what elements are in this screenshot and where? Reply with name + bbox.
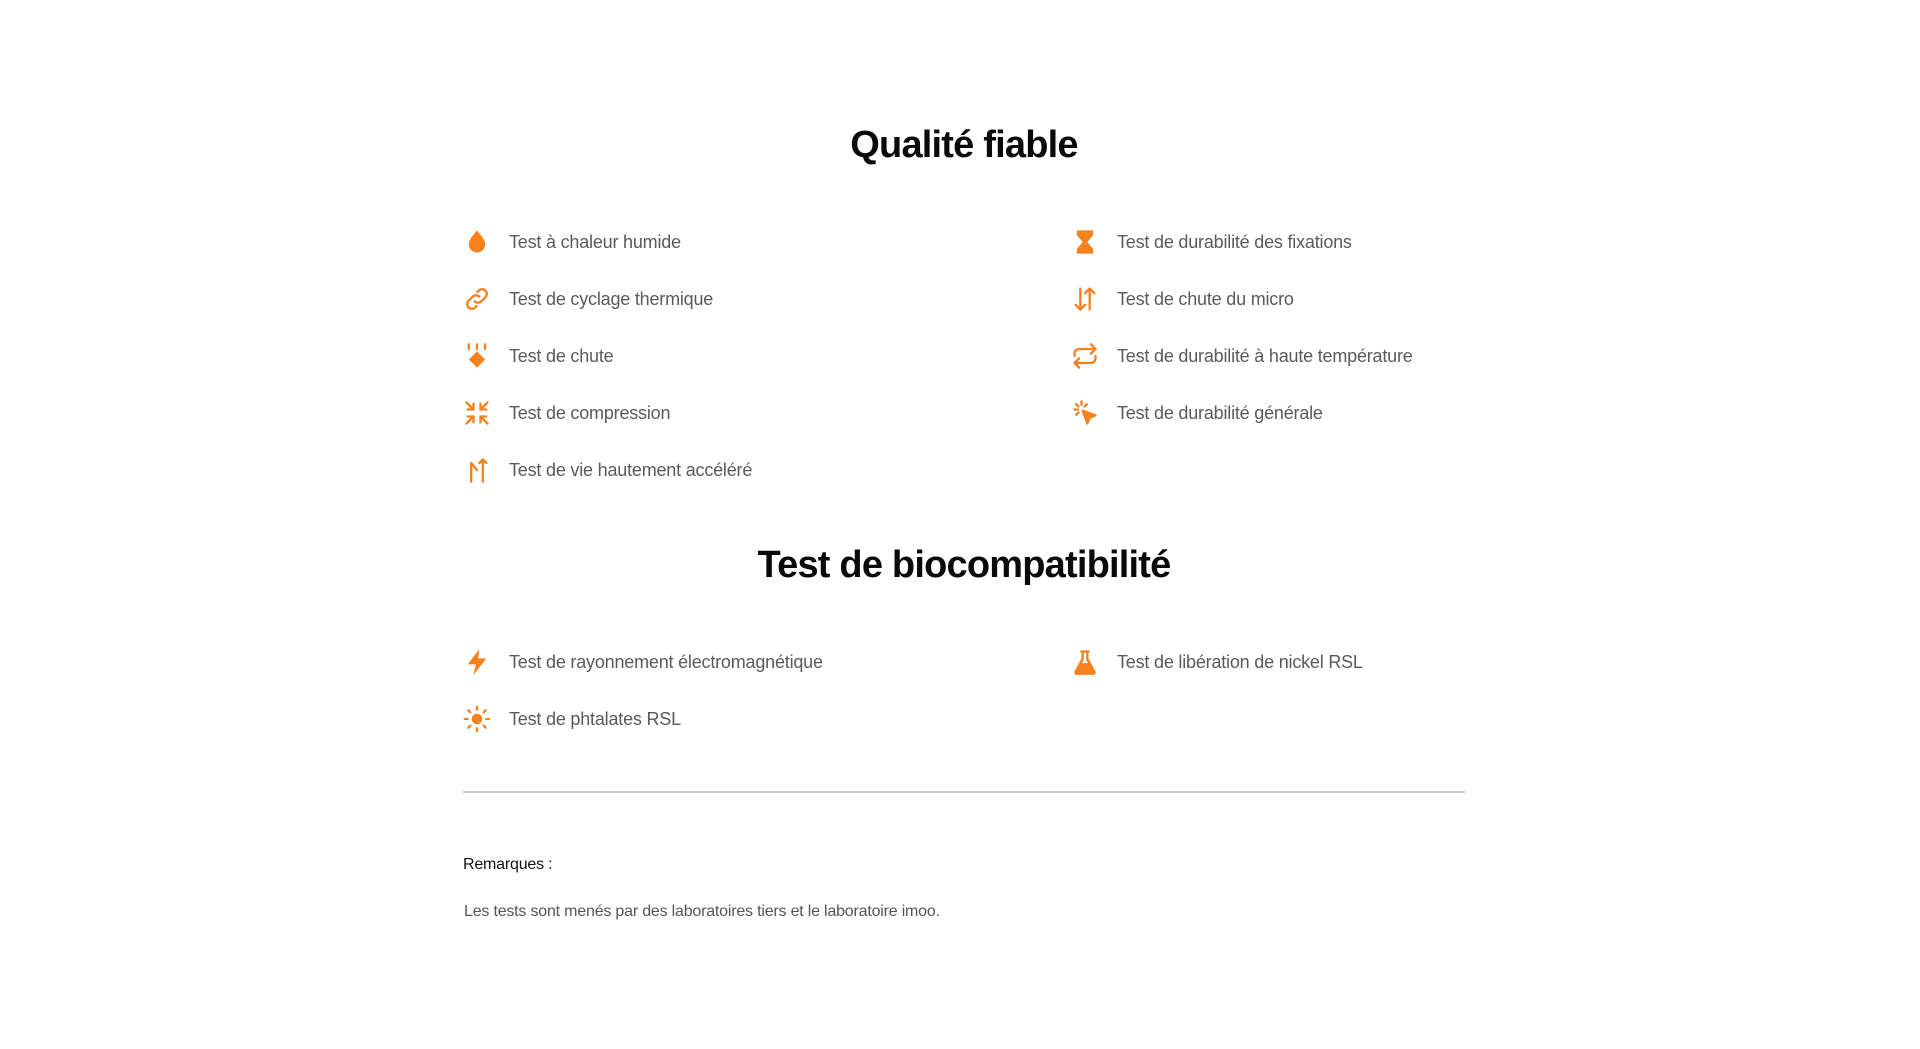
list-item-label: Test de chute du micro <box>1117 288 1294 309</box>
section-title-reliable-quality: Qualité fiable <box>850 124 1078 166</box>
list-item-label: Test de vie hautement accéléré <box>509 459 753 480</box>
repeat-icon <box>1071 342 1099 370</box>
list-item <box>1071 279 1294 319</box>
link-icon <box>463 285 491 313</box>
swap-vertical-icon <box>1071 285 1099 313</box>
list-item <box>463 336 613 376</box>
list-item-label: Test de durabilité à haute température <box>1117 345 1413 366</box>
drop-test-icon <box>463 342 491 370</box>
lightning-icon <box>463 648 491 676</box>
list-item-label: Test de libération de nickel RSL <box>1117 651 1363 672</box>
section-title-biocompatibility: Test de biocompatibilité <box>757 544 1171 586</box>
list-item-label: Test de cyclage thermique <box>509 288 714 309</box>
list-item-label: Test à chaleur humide <box>509 231 681 252</box>
list-item <box>1071 393 1323 433</box>
section-divider <box>463 791 1465 793</box>
list-item-label: Test de chute <box>509 345 614 366</box>
list-item-label: Test de rayonnement électromagnétique <box>509 651 823 672</box>
list-item-label: Test de durabilité générale <box>1117 402 1323 423</box>
merge-arrows-icon <box>463 456 491 484</box>
list-item <box>463 450 752 490</box>
cursor-click-icon <box>1071 399 1099 427</box>
list-item-label: Test de compression <box>509 402 671 423</box>
list-item-label: Test de phtalates RSL <box>509 708 681 729</box>
list-item <box>463 279 713 319</box>
water-drop-icon <box>463 228 491 256</box>
notes-title: Remarques : <box>463 856 553 873</box>
sun-icon <box>463 705 491 733</box>
compress-icon <box>463 399 491 427</box>
list-item <box>463 642 823 682</box>
list-item <box>1071 336 1413 376</box>
notes-text: Les tests sont menés par des laboratoires tiers et le laboratoire imoo. <box>464 903 940 920</box>
list-item-label: Test de durabilité des fixations <box>1117 231 1352 252</box>
list-item <box>463 222 681 262</box>
hourglass-icon <box>1071 228 1099 256</box>
list-item <box>1071 642 1363 682</box>
list-item <box>463 393 670 433</box>
list-item <box>1071 222 1352 262</box>
list-item <box>463 699 681 739</box>
flask-icon <box>1071 648 1099 676</box>
